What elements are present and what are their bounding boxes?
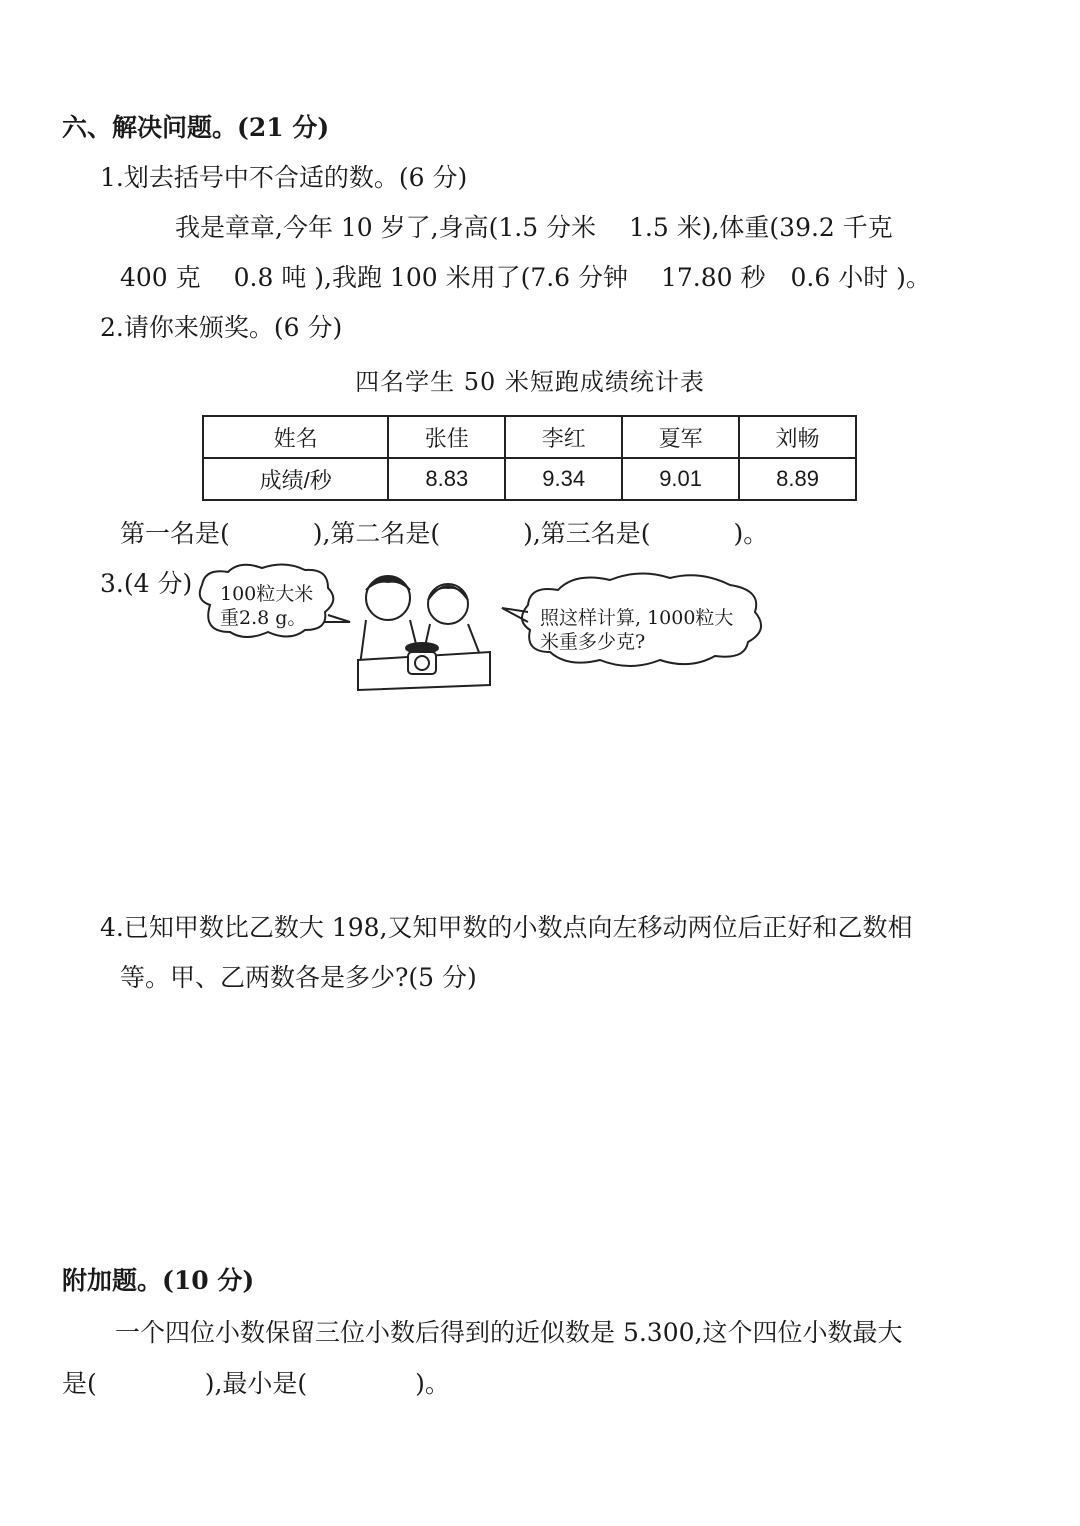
- q1-text-line1: 我是章章,今年 10 岁了,身高(1.5 分米 1.5 米),体重(39.2 千克: [175, 213, 893, 242]
- q2-answer-line: 第一名是( ),第二名是( ),第三名是( )。: [120, 519, 769, 548]
- bubble-left-line2: 重2.8 g。: [220, 607, 307, 629]
- q3-illustration: [190, 560, 800, 700]
- table-row: [203, 458, 856, 500]
- table-cell: 8.83: [388, 458, 505, 500]
- bubble-right-line2: 米重多少克?: [540, 631, 646, 653]
- table-cell: 成绩/秒: [203, 458, 388, 500]
- table-cell: 9.34: [505, 458, 622, 500]
- children-figure: [358, 576, 490, 690]
- bonus-text-line1: 一个四位小数保留三位小数后得到的近似数是 5.300,这个四位小数最大: [115, 1318, 903, 1347]
- table-header-row: [203, 416, 856, 458]
- table-cell: 刘畅: [739, 416, 856, 458]
- q4-text-line1: 4.已知甲数比乙数大 198,又知甲数的小数点向左移动两位后正好和乙数相: [100, 913, 913, 942]
- table-cell: 夏军: [622, 416, 739, 458]
- q2-heading: 2.请你来颁奖。(6 分): [100, 313, 343, 342]
- bonus-heading: 附加题。(10 分): [62, 1266, 255, 1295]
- bubble-left-line1: 100粒大米: [220, 583, 314, 605]
- q1-text-line2: 400 克 0.8 吨 ),我跑 100 米用了(7.6 分钟 17.80 秒 0.6 小时 )。: [120, 263, 931, 292]
- scores-table: [202, 415, 857, 501]
- table-title: 四名学生 50 米短跑成绩统计表: [355, 368, 705, 396]
- table-cell: 姓名: [203, 416, 388, 458]
- table-cell: 8.89: [739, 458, 856, 500]
- q4-text-line2: 等。甲、乙两数各是多少?(5 分): [120, 963, 477, 992]
- table-cell: 9.01: [622, 458, 739, 500]
- q1-heading: 1.划去括号中不合适的数。(6 分): [100, 163, 468, 192]
- table-cell: 李红: [505, 416, 622, 458]
- table-cell: 张佳: [388, 416, 505, 458]
- bonus-text-line2: 是( ),最小是( )。: [62, 1369, 450, 1398]
- section-heading: 六、解决问题。(21 分): [62, 113, 330, 142]
- q3-heading: 3.(4 分): [100, 569, 193, 598]
- bubble-right-line1: 照这样计算, 1000粒大: [540, 607, 734, 629]
